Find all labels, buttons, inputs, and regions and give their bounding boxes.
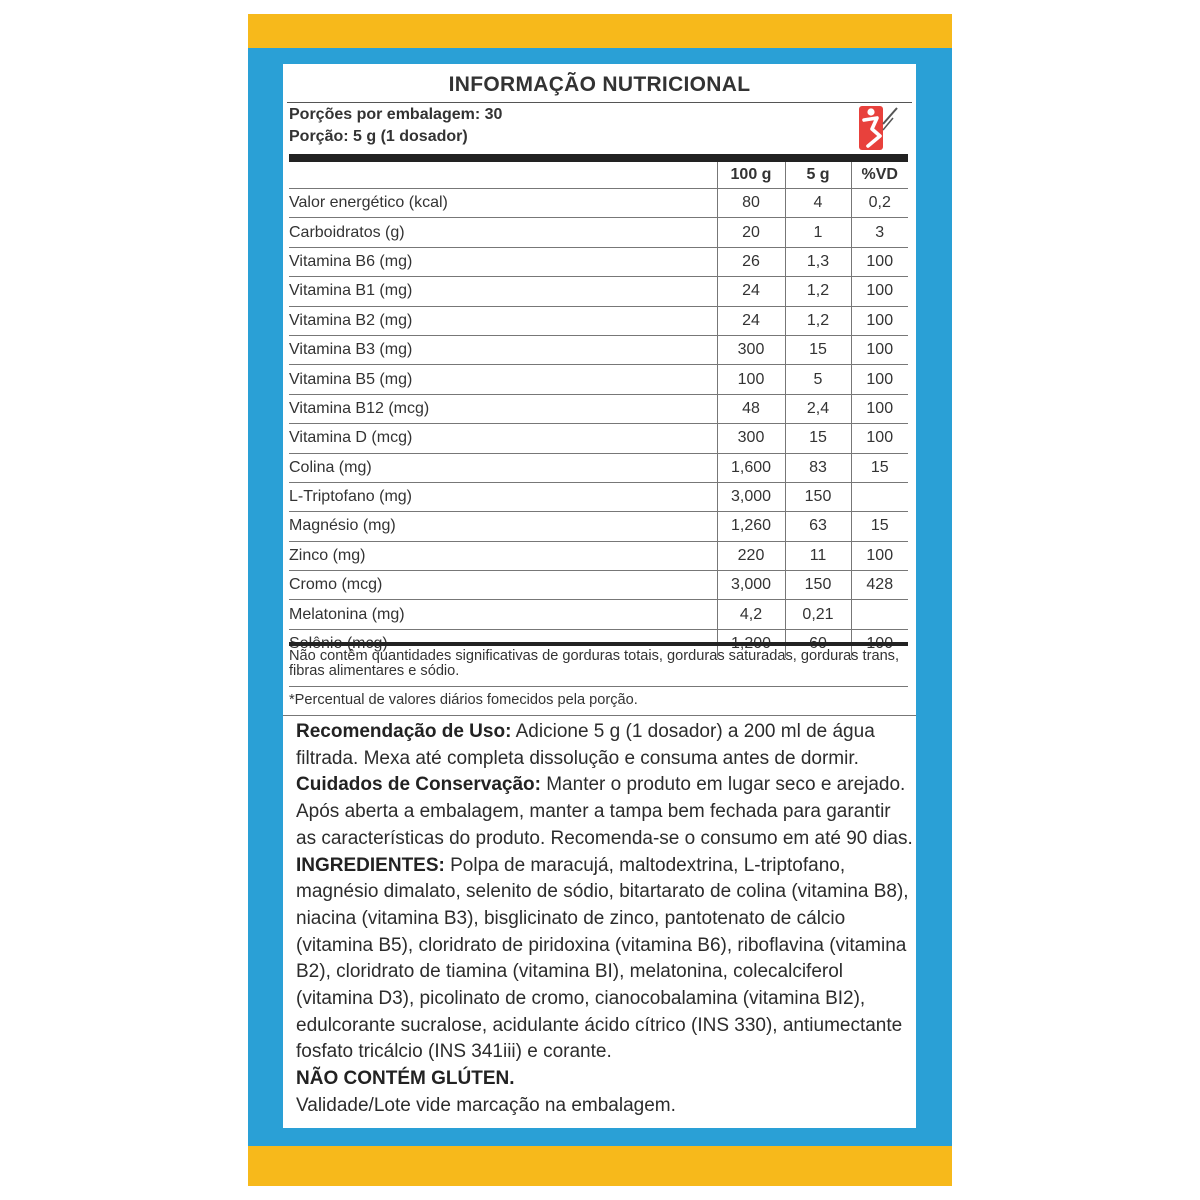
nutrient-value: 100	[851, 394, 908, 423]
ingredients-label: INGREDIENTES:	[296, 854, 445, 876]
column-header: 100 g	[717, 162, 785, 189]
nutrient-value: 15	[851, 453, 908, 482]
table-header-row	[289, 162, 908, 189]
nutrient-value: 3,000	[717, 482, 785, 511]
nutrient-name: Vitamina B3 (mg)	[289, 335, 717, 364]
nutrient-value: 100	[851, 277, 908, 306]
nutrient-value: 1,2	[785, 306, 851, 335]
nutrient-value: 80	[717, 189, 785, 218]
nutrient-name: Cromo (mcg)	[289, 571, 717, 600]
nutrient-name: Colina (mg)	[289, 453, 717, 482]
nutrient-name: Vitamina D (mcg)	[289, 424, 717, 453]
nutrient-value: 1,2	[785, 277, 851, 306]
serving-size: Porção: 5 g (1 dosador)	[289, 128, 468, 145]
nutrition-table	[289, 162, 908, 658]
nutrient-value: 100	[851, 541, 908, 570]
nutrient-name: Vitamina B6 (mg)	[289, 247, 717, 276]
bottom-yellow-band	[248, 1146, 952, 1186]
usage-and-storage-paragraph	[296, 719, 913, 1066]
nutrient-value: 300	[717, 424, 785, 453]
storage-label: Cuidados de Conservação:	[296, 774, 541, 796]
nutrient-value: 83	[785, 453, 851, 482]
header-thick-rule	[289, 154, 908, 162]
usage-label: Recomendação de Uso:	[296, 721, 512, 742]
nutrient-value: 100	[851, 365, 908, 394]
nutrient-value: 4,2	[717, 600, 785, 629]
nutrient-name: L-Triptofano (mg)	[289, 482, 717, 511]
nutrient-value: 100	[851, 335, 908, 364]
label-title: INFORMAÇÃO NUTRICIONAL	[448, 73, 751, 96]
nutrient-value: 5	[785, 365, 851, 394]
nutrient-value: 100	[717, 365, 785, 394]
nutrient-value: 100	[851, 306, 908, 335]
table-row	[289, 218, 908, 247]
gluten-warning: NÃO CONTÉM GLÚTEN.	[296, 1068, 515, 1090]
column-header	[289, 162, 717, 189]
athlete-logo-icon	[853, 102, 903, 154]
nutrient-value: 300	[717, 335, 785, 364]
nutrient-value: 100	[851, 247, 908, 276]
nutrient-value: 63	[785, 512, 851, 541]
nutrient-value	[851, 600, 908, 629]
table-row	[289, 189, 908, 218]
table-bottom-rule	[289, 642, 908, 646]
table-row	[289, 571, 908, 600]
table-row	[289, 482, 908, 511]
table-row	[289, 512, 908, 541]
nutrient-name: Vitamina B5 (mg)	[289, 365, 717, 394]
nutrient-value: 3,000	[717, 571, 785, 600]
title-divider	[287, 102, 912, 103]
nutrient-value: 3	[851, 218, 908, 247]
ingredients-text: Polpa de maracujá, maltodextrina, L-triptofano, magnésio dimalato, selenito de sódio, bitartarato de colina (vitamina B8), niacina (vitamina B3), bisglicinato de zinco, pantotenato de cálcio (vitamina B5), cloridrato de piridoxina (vitamina B6), riboflavina (vitamina B2), cloridrato de tiamina (vitamina BI), melatonina, colecalciferol (vitamina D3), picolinato de cromo, cianocobalamina (vitamina BI2), edulcorante sucralose, acidulante ácido cítrico (INS 330), antiumectante fosfato tricálcio (INS 341iii) e corante.	[296, 854, 909, 1063]
table-row	[289, 541, 908, 570]
nutrient-name: Magnésio (mg)	[289, 512, 717, 541]
validity-note: Validade/Lote vide marcação na embalagem.	[296, 1094, 676, 1116]
nutrient-value: 20	[717, 218, 785, 247]
nutrient-value: 15	[851, 512, 908, 541]
usage-text: Adicione 5 g (1 dosador) a 200 ml de água filtrada. Mexa até completa dissolução e consuma antes de dormir.	[296, 721, 875, 769]
nutrient-value: 2,4	[785, 394, 851, 423]
table-row	[289, 247, 908, 276]
column-header: %VD	[851, 162, 908, 189]
label-divider	[283, 715, 916, 716]
storage-text: Manter o produto em lugar seco e arejado. Após aberta a embalagem, manter a tampa bem fechada para garantir as características do produto. Recomenda-se o consumo em até 90 dias.	[296, 774, 913, 849]
nutrient-value: 26	[717, 247, 785, 276]
top-yellow-band	[248, 14, 952, 48]
nutrient-name: Carboidratos (g)	[289, 218, 717, 247]
nutrient-value: 1	[785, 218, 851, 247]
nutrition-label	[283, 64, 916, 1128]
nutrient-value: 150	[785, 482, 851, 511]
nutrient-value: 11	[785, 541, 851, 570]
table-row	[289, 365, 908, 394]
nutrient-value: 24	[717, 306, 785, 335]
column-header: 5 g	[785, 162, 851, 189]
servings-per-pack: Porções por embalagem: 30	[289, 106, 503, 123]
nutrient-value: 24	[717, 277, 785, 306]
table-row	[289, 424, 908, 453]
nutrient-value: 0,2	[851, 189, 908, 218]
nutrient-name: Vitamina B1 (mg)	[289, 277, 717, 306]
table-row	[289, 394, 908, 423]
nutrient-value: 220	[717, 541, 785, 570]
nutrient-name: Vitamina B12 (mcg)	[289, 394, 717, 423]
table-row	[289, 453, 908, 482]
nutrient-value: 0,21	[785, 600, 851, 629]
table-row	[289, 335, 908, 364]
product-text	[296, 719, 913, 1120]
nutrient-name: Melatonina (mg)	[289, 600, 717, 629]
nutrient-name: Zinco (mg)	[289, 541, 717, 570]
nutrient-value: 48	[717, 394, 785, 423]
nutrient-value: 150	[785, 571, 851, 600]
nutrient-value: 1,3	[785, 247, 851, 276]
table-row	[289, 277, 908, 306]
nutrition-footnote: Não contêm quantidades significativas de gorduras totais, gorduras saturadas, gorduras trans, fibras alimentares e sódio.	[289, 648, 900, 679]
nutrient-name: Vitamina B2 (mg)	[289, 306, 717, 335]
nutrient-value: 428	[851, 571, 908, 600]
nutrient-value: 100	[851, 424, 908, 453]
nutrient-value: 4	[785, 189, 851, 218]
table-row	[289, 600, 908, 629]
table-row	[289, 306, 908, 335]
nutrient-value: 15	[785, 335, 851, 364]
nutrient-name: Valor energético (kcal)	[289, 189, 717, 218]
percent-daily-note: *Percentual de valores diários fomecidos pela porção.	[289, 692, 638, 708]
nutrient-value: 1,600	[717, 453, 785, 482]
footnote-divider	[289, 686, 908, 687]
nutrient-value: 1,260	[717, 512, 785, 541]
nutrient-value	[851, 482, 908, 511]
nutrient-value: 15	[785, 424, 851, 453]
